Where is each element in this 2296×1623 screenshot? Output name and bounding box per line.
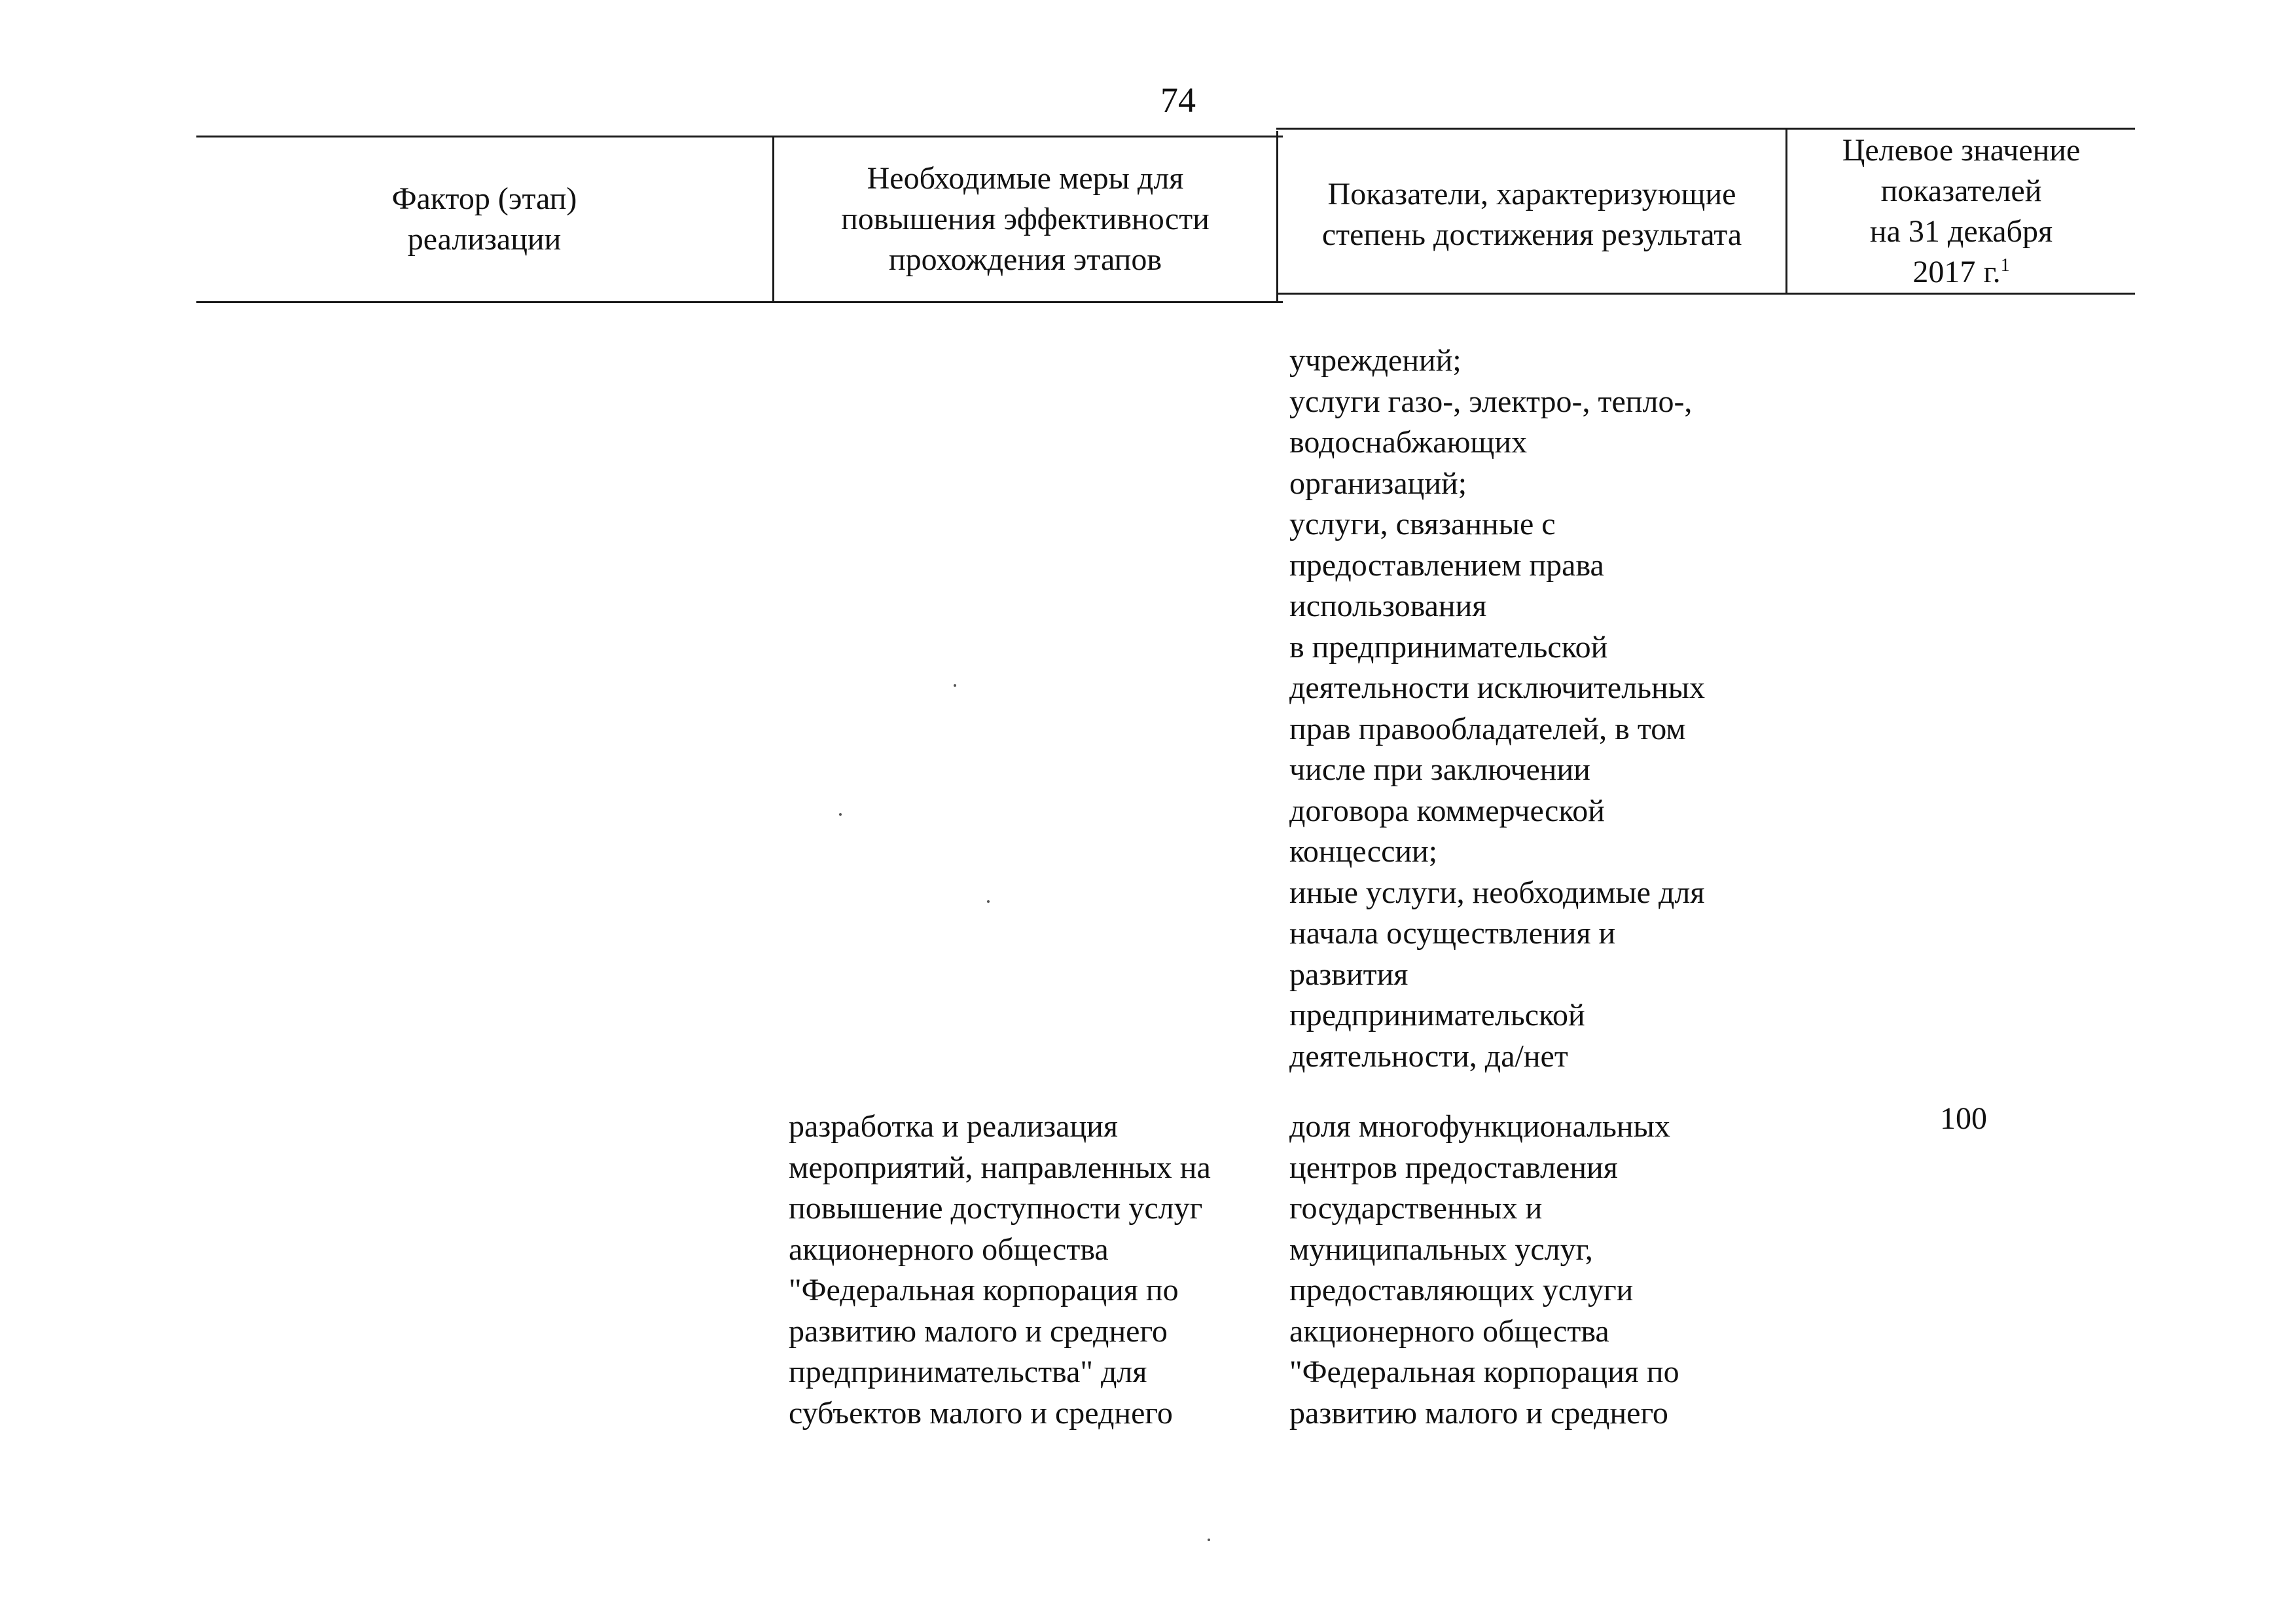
header-indicators: Показатели, характеризующие степень достижения результата [1321, 176, 1742, 252]
header-bottom-rule [196, 301, 1283, 303]
row1-indicators: учреждений; услуги газо-, электро-, тепло-, водоснабжающих организаций; услуги, связанные с предоставлением права использования в предпринимательской деятельности исключительных прав правообладателей, в том числе при заключении договора коммерческой концессии; иные услуги, необходимые для начала осуществления и развития предпринимательской деятельности, да/нет [1289, 343, 1705, 1074]
footnote-marker: 1 [2000, 255, 2010, 276]
scan-speck [954, 684, 956, 687]
header-factor: Фактор (этап) реализации [391, 181, 577, 257]
page-number: 74 [1160, 81, 1196, 120]
header-measures: Необходимые меры для повышения эффективности прохождения этапов [841, 161, 1210, 277]
scan-speck [987, 900, 990, 903]
row2-indicators: доля многофункциональных центров предоставления государственных и муниципальных услуг, предоставляющих услуги акционерного общества "Федеральная корпорация по развитию малого и среднего [1289, 1109, 1679, 1431]
scan-speck [1208, 1539, 1210, 1541]
row2-target-value: 100 [1940, 1101, 1987, 1136]
scan-speck [839, 813, 842, 816]
row2-measures: разработка и реализация мероприятий, направленных на повышение доступности услуг акционерного общества "Федеральная корпорация по развитию малого и среднего предпринимательства" для субъектов малого и среднего [789, 1109, 1211, 1431]
header-target [1787, 130, 2135, 293]
header-target-label: Целевое значение показателей на 31 декабря 2017 г. [1842, 133, 2081, 289]
